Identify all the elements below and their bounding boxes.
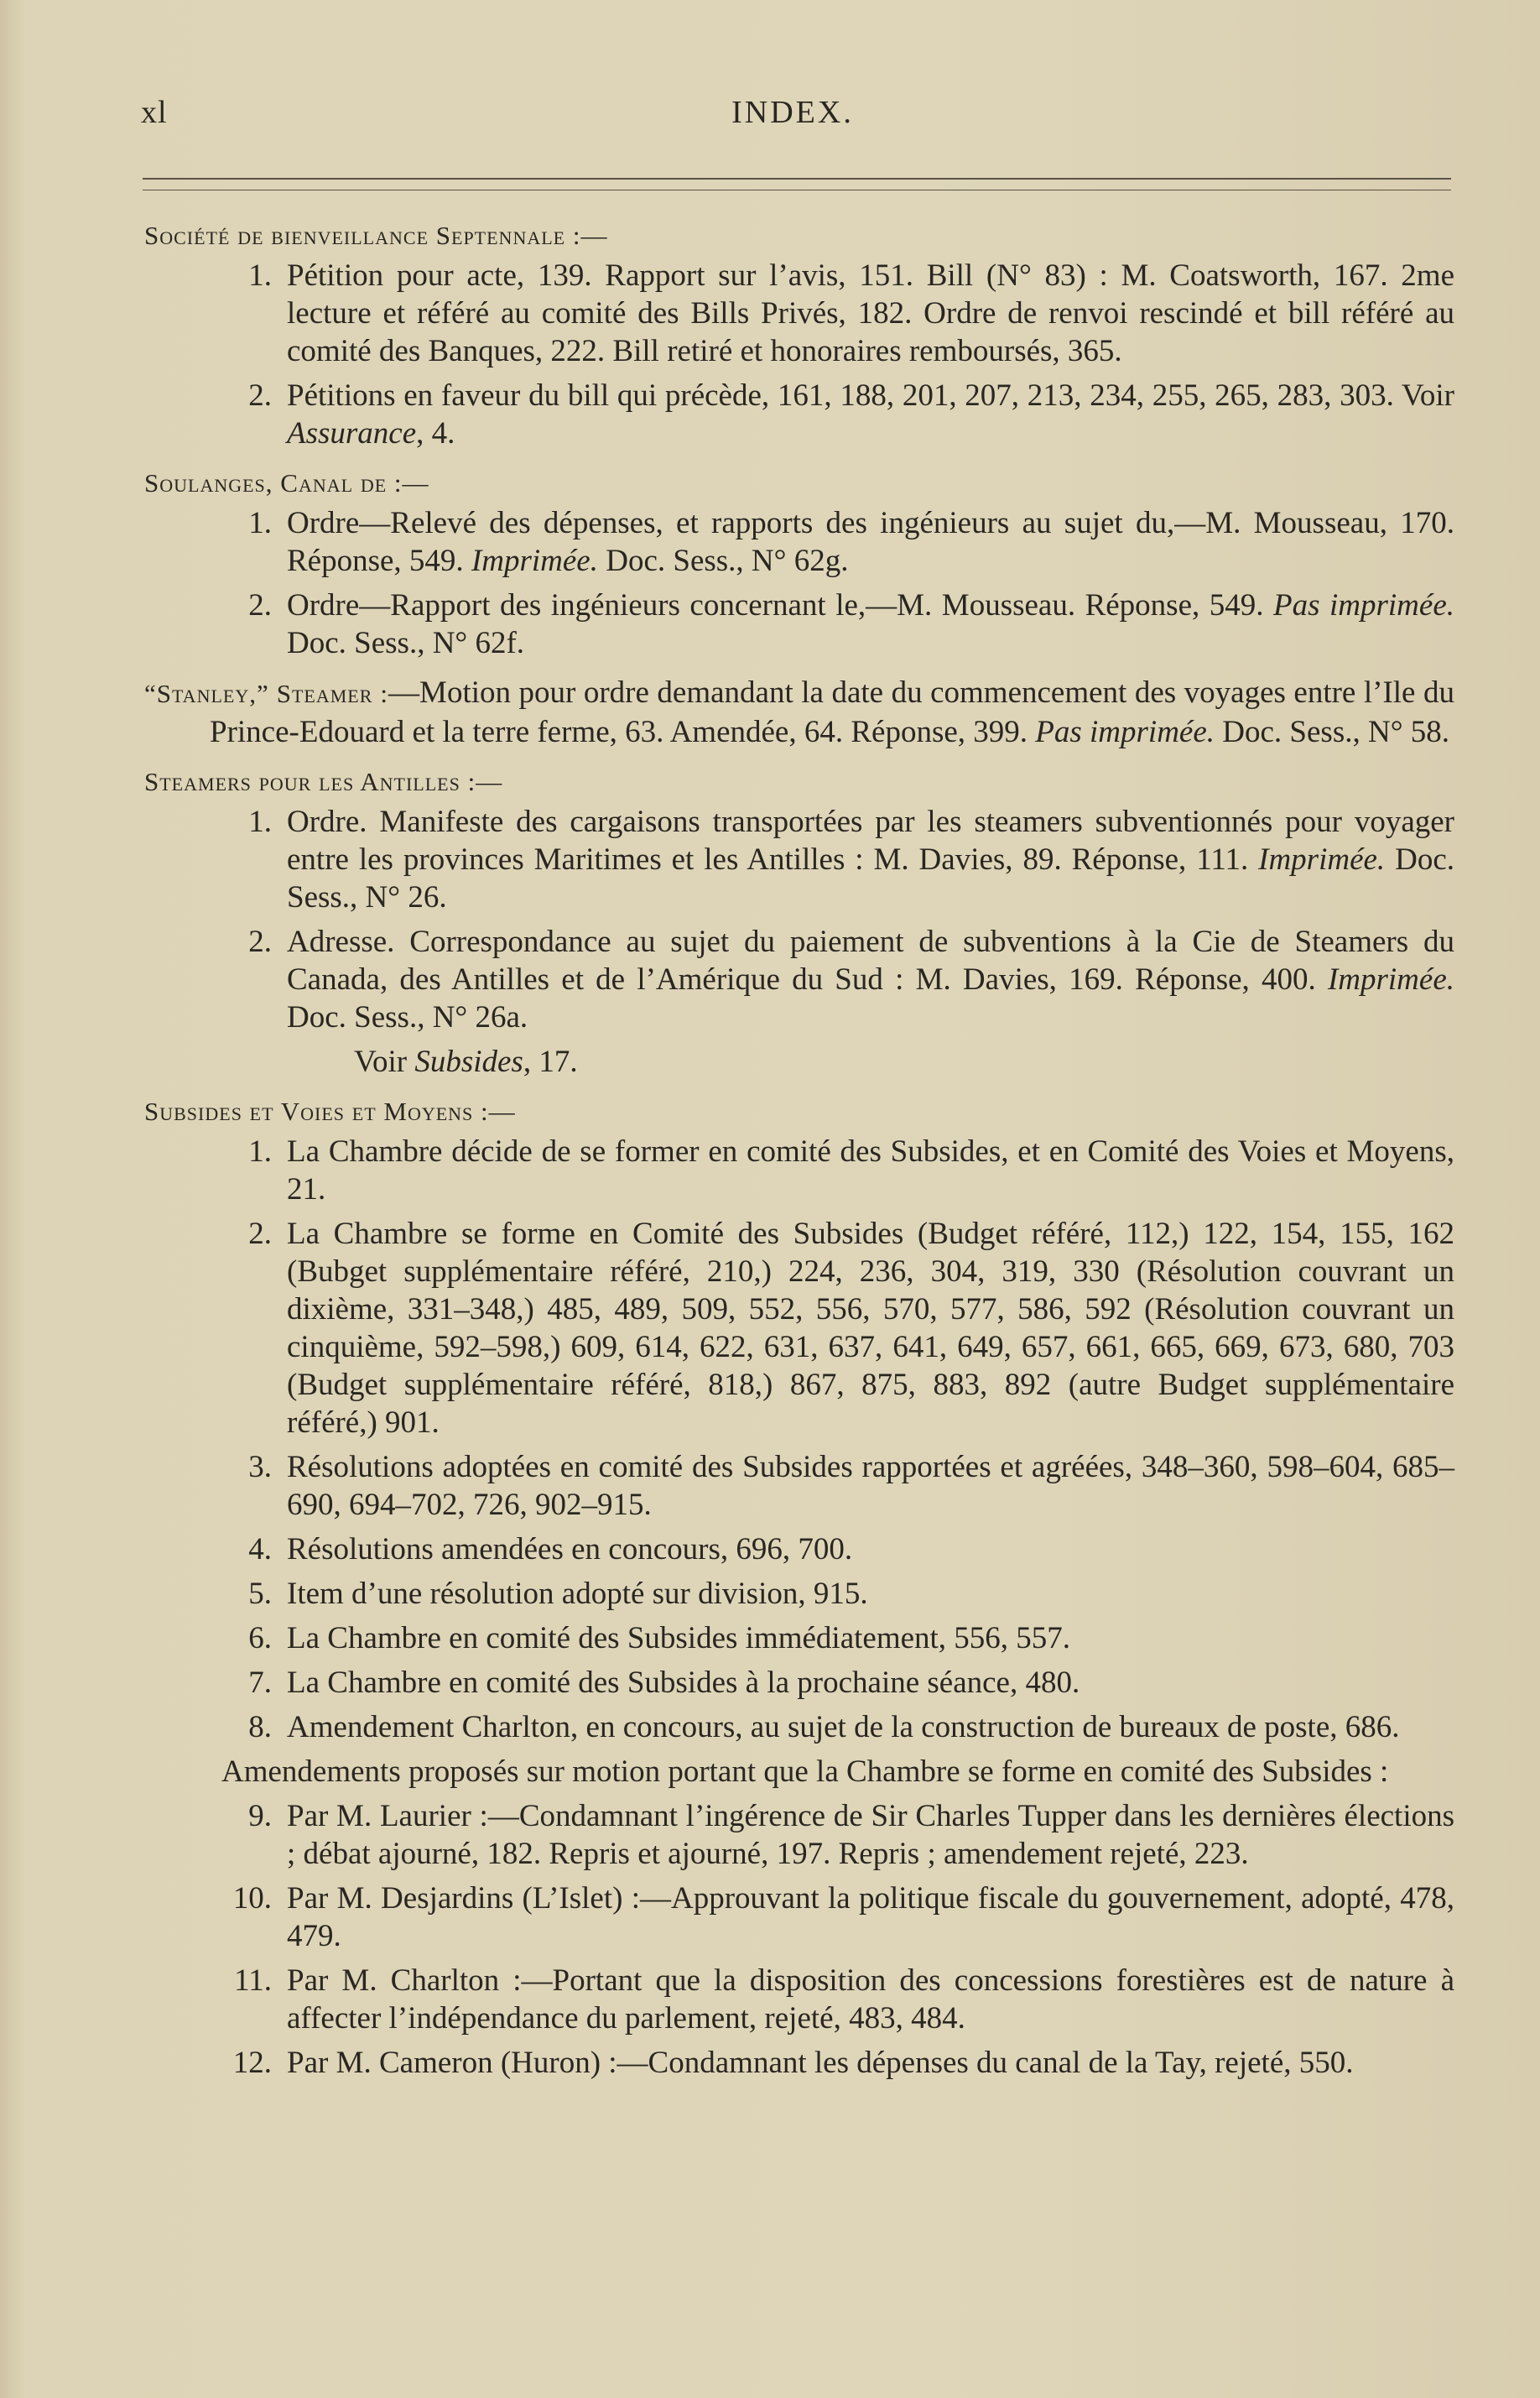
- entry-item: [144, 803, 1454, 916]
- entry-item: [144, 1879, 1454, 1955]
- entry-heading: “Stanley,” Steamer :: [144, 679, 389, 708]
- item-number: 6.: [248, 1621, 272, 1655]
- index-entry: [144, 674, 1454, 751]
- item-text: Par M. Laurier :—Condamnant l’ingérence de Sir Charles Tupper dans les dernières élections ; débat ajourné, 182. Repris et ajourné, 197. Repris ; amendement rejeté, 223.: [287, 1799, 1454, 1871]
- item-text: Par M. Desjardins (L’Islet) :—Approuvant la politique fiscale du gouvernement, adopté, 478, 479.: [287, 1881, 1454, 1953]
- index-content: [144, 216, 1454, 2093]
- item-number: 1.: [248, 805, 272, 839]
- item-italic: Pas imprimée.: [1273, 588, 1454, 623]
- item-number: 2.: [248, 588, 272, 623]
- entry-item: [144, 1619, 1454, 1657]
- entry-item: [144, 586, 1454, 662]
- item-text: La Chambre se forme en Comité des Subsides (Budget référé, 112,) 122, 154, 155, 162 (Bubget supplémentaire référé, 210,) 224, 236, 304, 319, 330 (Résolution couvrant un dixième, 331–348,) 485, 489, 509, 552, 556, 570, 577, 586, 592 (Résolution couvrant un cinquième, 592–598,) 609, 614, 622, 631, 637, 641, 649, 657, 661, 665, 669, 673, 680, 703 (Budget supplémentaire référé, 818,) 867, 875, 883, 892 (autre Budget supplémentaire référé,) 901.: [287, 1217, 1454, 1440]
- item-text: Ordre. Manifeste des cargaisons transportées par les steamers subventionnés pour voyager entre les provinces Maritimes et les Antilles : M. Davies, 89. Réponse, 111.: [287, 805, 1454, 877]
- entry-heading: Steamers pour les Antilles :—: [144, 767, 503, 796]
- item-number: 10.: [232, 1881, 272, 1916]
- entry-item: [144, 1708, 1454, 1746]
- entry-item: [144, 1797, 1454, 1873]
- item-number: 8.: [248, 1710, 272, 1744]
- item-text: Item d’une résolution adopté sur division, 915.: [287, 1577, 868, 1611]
- entry-item: [144, 377, 1454, 452]
- entry-heading: Subsides et Voies et Moyens :—: [144, 1097, 516, 1126]
- item-tail: Doc. Sess., N° 26.: [287, 842, 1454, 915]
- index-entry: [144, 763, 1454, 1081]
- item-number: 1.: [248, 1134, 272, 1169]
- page-header: [134, 94, 1451, 144]
- item-italic: Imprimée.: [1327, 962, 1454, 997]
- item-number: 2.: [248, 1217, 272, 1251]
- item-tail: Doc. Sess., N° 62g.: [597, 544, 849, 578]
- entry-item: [144, 1215, 1454, 1441]
- amendments-intro-text: Amendements proposés sur motion portant que la Chambre se forme en comité des Subsides :: [221, 1754, 1389, 1789]
- item-text: Ordre—Relevé des dépenses, et rapports des ingénieurs au sujet du,—M. Mousseau, 170. Réponse, 549.: [287, 506, 1454, 578]
- page-number: xl: [141, 95, 168, 130]
- item-text: La Chambre décide de se former en comité des Subsides, et en Comité des Voies et Moyens, 21.: [287, 1134, 1454, 1207]
- item-text: Par M. Charlton :—Portant que la disposition des concessions forestières est de nature à affecter l’indépendance du parlement, rejeté, 483, 484.: [287, 1963, 1454, 2036]
- item-text: Pétition pour acte, 139. Rapport sur l’avis, 151. Bill (N° 83) : M. Coatsworth, 167. 2me lecture et référé au comité des Bills Privés, 182. Ordre de renvoi rescindé et bill référé au comité des Banques, 222. Bill retiré et honoraires remboursés, 365.: [287, 258, 1454, 368]
- entry-heading: Soulanges, Canal de :—: [144, 468, 429, 498]
- index-entry: [144, 1092, 1454, 2082]
- index-entry: [144, 216, 1454, 452]
- running-title: INDEX.: [731, 95, 854, 130]
- see-also: [144, 1043, 1454, 1081]
- entry-item: [144, 1133, 1454, 1208]
- entry-item: [144, 504, 1454, 580]
- item-text: La Chambre en comité des Subsides immédiatement, 556, 557.: [287, 1621, 1071, 1655]
- item-number: 3.: [248, 1450, 272, 1484]
- item-text: Résolutions adoptées en comité des Subsides rapportées et agréées, 348–360, 598–604, 685–690, 694–702, 726, 902–915.: [287, 1450, 1454, 1522]
- item-text: Par M. Cameron (Huron) :—Condamnant les dépenses du canal de la Tay, rejeté, 550.: [287, 2046, 1354, 2080]
- item-number: 1.: [248, 506, 272, 540]
- item-text: Ordre—Rapport des ingénieurs concernant le,—M. Mousseau. Réponse, 549.: [287, 588, 1273, 623]
- entry-heading: Société de bienveillance Septennale :—: [144, 221, 608, 250]
- item-text: Adresse. Correspondance au sujet du paiement de subventions à la Cie de Steamers du Canada, des Antilles et de l’Amérique du Sud : M. Davies, 169. Réponse, 400.: [287, 925, 1454, 997]
- item-number: 2.: [248, 925, 272, 959]
- header-rule-top: [143, 178, 1451, 180]
- entry-tail: Doc. Sess., N° 58.: [1215, 715, 1449, 749]
- see-also-tail: , 17.: [523, 1045, 578, 1079]
- item-tail: , 4.: [416, 416, 455, 451]
- amendments-intro: [144, 1753, 1454, 1791]
- item-text: Résolutions amendées en concours, 696, 700.: [287, 1532, 853, 1567]
- item-tail: Doc. Sess., N° 62f.: [287, 626, 525, 660]
- item-number: 1.: [248, 258, 272, 293]
- entry-item: [144, 2044, 1454, 2082]
- entry-item: [144, 1448, 1454, 1524]
- entry-item: [144, 1962, 1454, 2037]
- see-also-prefix: Voir: [354, 1045, 415, 1079]
- item-number: 9.: [248, 1799, 272, 1833]
- item-italic: Assurance: [287, 416, 417, 451]
- item-text: Amendement Charlton, en concours, au sujet de la construction de bureaux de poste, 686.: [287, 1710, 1400, 1744]
- item-number: 11.: [234, 1963, 272, 1998]
- see-also-target: Subsides: [414, 1045, 523, 1079]
- item-number: 2.: [248, 378, 272, 413]
- entry-text: —Motion pour ordre demandant la date du commencement des voyages entre l’Ile du Prince-Edouard et la terre ferme, 63. Amendée, 64. Réponse, 399.: [210, 675, 1454, 749]
- item-number: 5.: [248, 1577, 272, 1611]
- entry-item: [144, 923, 1454, 1036]
- entry-inline: [144, 674, 1454, 751]
- item-text: Pétitions en faveur du bill qui précède, 161, 188, 201, 207, 213, 234, 255, 265, 283, 303. Voir: [287, 378, 1454, 413]
- item-number: 4.: [248, 1532, 272, 1567]
- item-italic: Imprimée.: [1258, 842, 1386, 877]
- entry-item: [144, 1530, 1454, 1568]
- item-text: La Chambre en comité des Subsides à la prochaine séance, 480.: [287, 1666, 1080, 1700]
- item-number: 12.: [232, 2046, 272, 2080]
- entry-italic: Pas imprimée.: [1035, 715, 1215, 749]
- entry-item: [144, 1664, 1454, 1702]
- item-italic: Imprimée.: [471, 544, 598, 578]
- entry-item: [144, 257, 1454, 370]
- index-entry: [144, 464, 1454, 662]
- entry-item: [144, 1575, 1454, 1613]
- item-tail: Doc. Sess., N° 26a.: [287, 1000, 528, 1035]
- item-number: 7.: [248, 1666, 272, 1700]
